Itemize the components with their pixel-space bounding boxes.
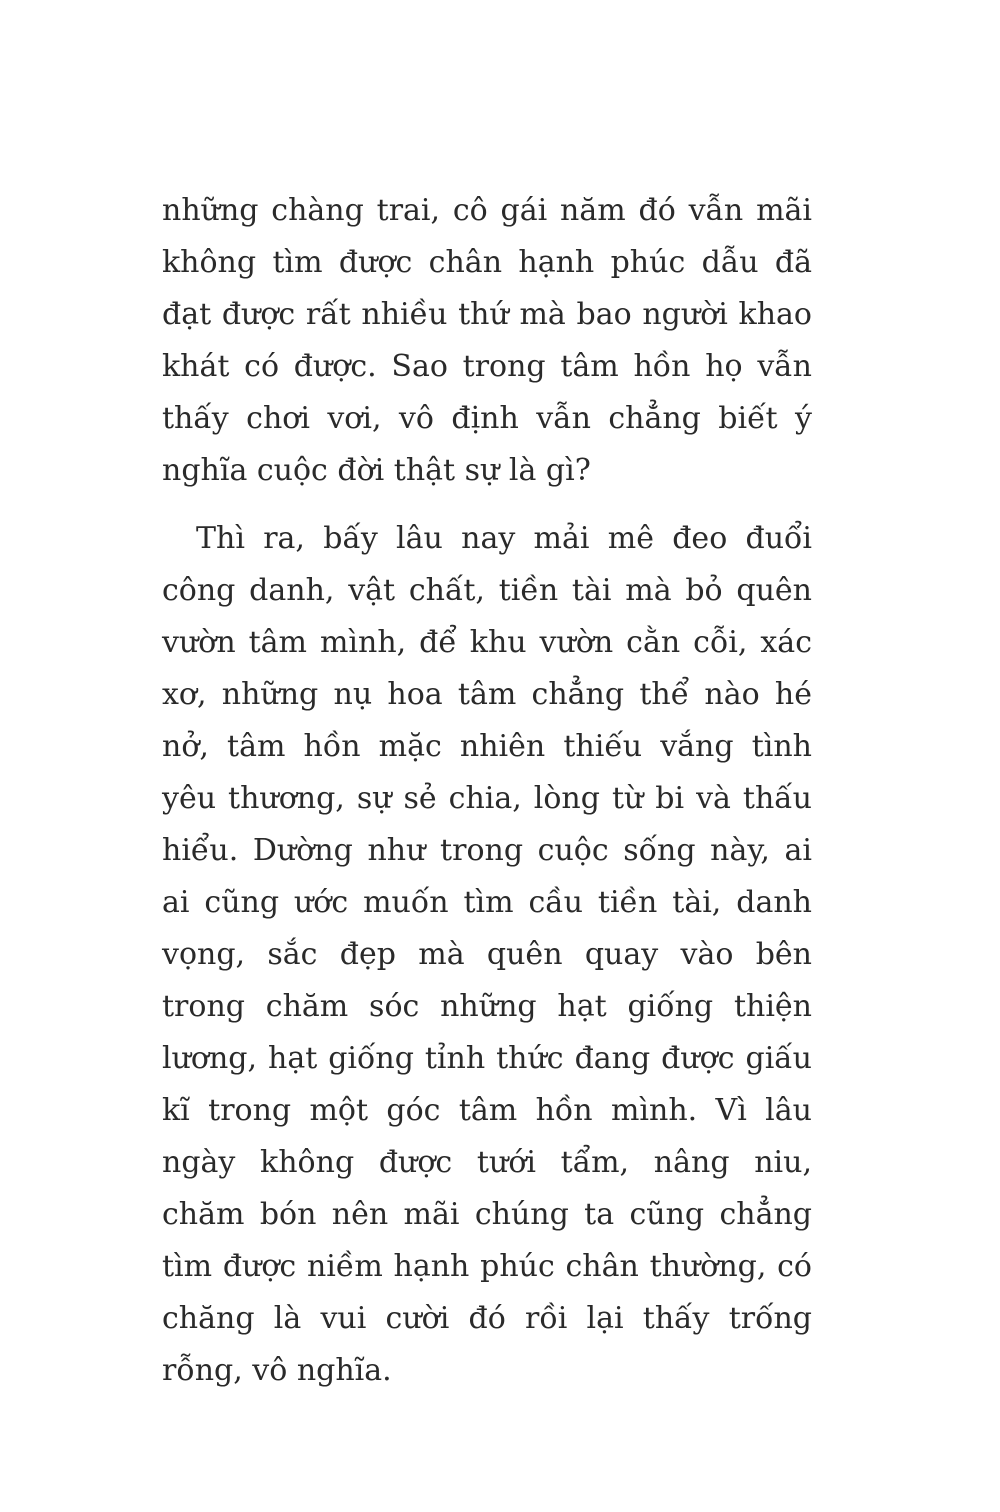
body-text [162,185,812,1397]
paragraph-2: Thì ra, bấy lâu nay mải mê đeo đuổi công danh, vật chất, tiền tài mà bỏ quên vườn tâm mình, để khu vườn cằn cỗi, xác xơ, những nụ hoa tâm chẳng thể nào hé nở, tâm hồn mặc nhiên thiếu vắng tình yêu thương, sự sẻ chia, lòng từ bi và thấu hiểu. Dường như trong cuộc sống này, ai ai cũng ước muốn tìm cầu tiền tài, danh vọng, sắc đẹp mà quên quay vào bên trong chăm sóc những hạt giống thiện lương, hạt giống tỉnh thức đang được giấu kĩ trong một góc tâm hồn mình. Vì lâu ngày không được tưới tẩm, nâng niu, chăm bón nên mãi chúng ta cũng chẳng tìm được niềm hạnh phúc chân thường, có chăng là vui cười đó rồi lại thấy trống rỗng, vô nghĩa. [162,521,812,1388]
paragraph-1: những chàng trai, cô gái năm đó vẫn mãi không tìm được chân hạnh phúc dẫu đã đạt được rất nhiều thứ mà bao người khao khát có được. Sao trong tâm hồn họ vẫn thấy chơi vơi, vô định vẫn chẳng biết ý nghĩa cuộc đời thật sự là gì? [162,193,812,488]
